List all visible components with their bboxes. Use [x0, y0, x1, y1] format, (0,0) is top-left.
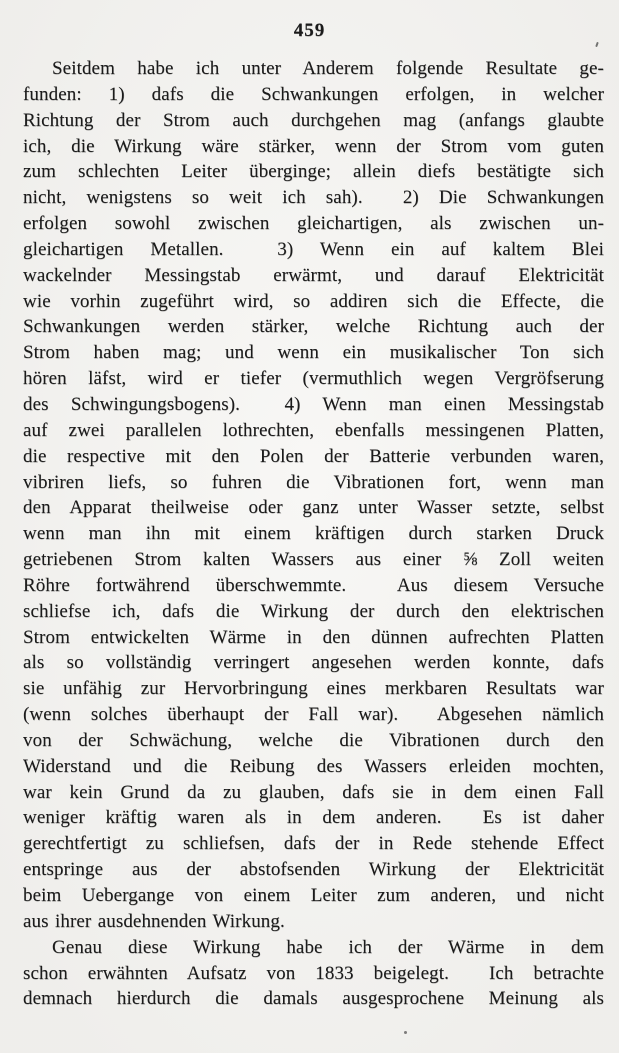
text-line: als so vollständig verringert angesehen werden konnte, dafs: [23, 652, 604, 674]
text-line: aus ihrer ausdehnenden Wirkung.: [23, 910, 285, 932]
text-line: von der Schwächung, welche die Vibrationen durch den: [23, 729, 604, 751]
text-line: hören läfst, wird er tiefer (vermuthlich wegen Vergröfserung: [23, 368, 604, 390]
text-line: schon erwähnten Aufsatz von 1833 beigelegt. Ich betrachte: [23, 962, 604, 984]
text-line: wenn man ihn mit einem kräftigen durch starken Druck: [23, 523, 604, 545]
text-line: beim Uebergange von einem Leiter zum anderen, und nicht: [23, 885, 604, 906]
text-line: zum schlechten Leiter überginge; allein diefs bestätigte sich: [23, 161, 604, 183]
text-line: den Apparat theilweise oder ganz unter Wasser setzte, selbst: [23, 497, 604, 519]
text-line: Strom entwickelten Wärme in den dünnen aufrechten Platten: [23, 626, 604, 648]
scan-artifact: [404, 1031, 407, 1034]
text-line: Richtung der Strom auch durchgehen mag (anfangs glaubte: [23, 109, 604, 131]
text-line: entspringe aus der abstofsenden Wirkung der Elektricität: [23, 859, 604, 881]
text-line: schliefse ich, dafs die Wirkung der durch den elektrischen: [23, 600, 604, 622]
text-line: Seitdem habe ich unter Anderem folgende Resultate ge-: [52, 58, 604, 79]
text-line: Widerstand und die Reibung des Wassers erleiden mochten,: [23, 755, 604, 777]
text-line: vibriren liefs, so fuhren die Vibrationen fort, wenn man: [23, 471, 604, 493]
text-block: [23, 56, 604, 1012]
page-number: 459: [293, 20, 326, 41]
text-line: demnach hierdurch die damals ausgesprochene Meinung als: [23, 988, 604, 1010]
text-line: die respective mit den Polen der Batterie verbunden waren,: [23, 445, 604, 467]
text-line: (wenn solches überhaupt der Fall war). Abgesehen nämlich: [23, 704, 604, 726]
text-line: erfolgen sowohl zwischen gleichartigen, als zwischen un-: [23, 213, 604, 235]
text-line: des Schwingungsbogens). 4) Wenn man einen Messingstab: [23, 393, 604, 415]
text-line: Röhre fortwährend überschwemmte. Aus diesem Versuche: [23, 574, 604, 596]
text-line: wie vorhin zugeführt wird, so addiren sich die Effecte, die: [23, 290, 604, 312]
text-line: gleichartigen Metallen. 3) Wenn ein auf kaltem Blei: [23, 238, 604, 260]
text-line: gerechtfertigt zu schliefsen, dafs der in Rede stehende Effect: [23, 833, 604, 855]
scan-artifact: [595, 42, 599, 47]
text-line: auf zwei parallelen lothrechten, ebenfalls messingenen Platten,: [23, 419, 604, 441]
text-line: ich, die Wirkung wäre stärker, wenn der Strom vom guten: [23, 135, 604, 157]
text-line: weniger kräftig waren als in dem anderen. Es ist daher: [23, 807, 604, 829]
text-line: Schwankungen werden stärker, welche Richtung auch der: [23, 316, 604, 338]
text-line: war kein Grund da zu glauben, dafs sie in dem einen Fall: [23, 781, 604, 803]
text-line: funden: 1) dafs die Schwankungen erfolgen, in welcher: [23, 83, 604, 105]
text-line: nicht, wenigstens so weit ich sah). 2) Die Schwankungen: [23, 187, 604, 209]
text-line: Genau diese Wirkung habe ich der Wärme in dem: [52, 936, 604, 958]
text-line: Strom haben mag; und wenn ein musikalischer Ton sich: [23, 342, 604, 364]
text-line: getriebenen Strom kalten Wassers aus einer ⅝ Zoll weiten: [23, 549, 604, 571]
text-line: wackelnder Messingstab erwärmt, und darauf Elektricität: [23, 264, 604, 286]
text-line: sie unfähig zur Hervorbringung eines merkbaren Resultats war: [23, 678, 604, 700]
